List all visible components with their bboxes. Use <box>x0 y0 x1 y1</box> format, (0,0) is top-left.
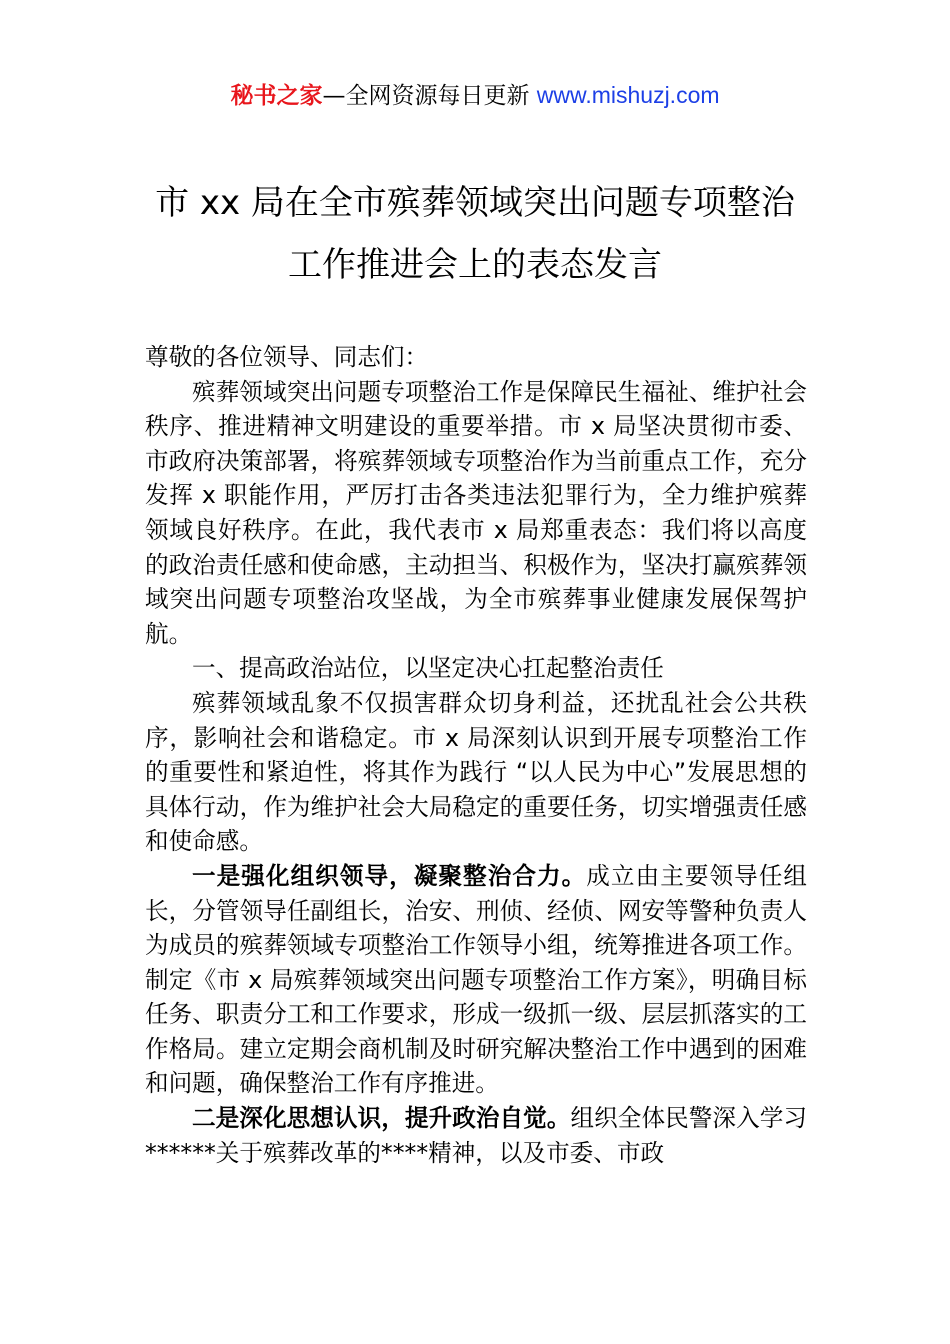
document-title <box>100 172 850 296</box>
section-heading-1: 一、提高政治站位，以坚定决心扛起整治责任 <box>192 654 664 683</box>
site-tagline: —全网资源每日更新 <box>322 83 537 109</box>
paragraph-3 <box>145 859 807 1101</box>
paragraph-3-lead: 一是强化组织领导，凝聚整治合力。 <box>192 861 587 890</box>
title-line-1: 市 xx 局在全市殡葬领域突出问题专项整治 <box>155 183 795 223</box>
paragraph-2: 殡葬领域乱象不仅损害群众切身利益，还扰乱社会公共秩序，影响社会和谐稳定。市 x 局深刻认识到开展专项整治工作的重要性和紧迫性，将其作为践行 “以人民为中心”发展思想的具体行动，作为维护社会大局稳定的重要任务，切实增强责任感和使命感。 <box>145 688 807 856</box>
salutation: 尊敬的各位领导、同志们： <box>145 343 429 371</box>
paragraph-intro: 殡葬领域突出问题专项整治工作是保障民生福祉、维护社会秩序、推进精神文明建设的重要举措。市 x 局坚决贯彻市委、市政府决策部署，将殡葬领域专项整治作为当前重点工作，充分发挥 x 职能作用，严厉打击各类违法犯罪行为，全力维护殡葬领域良好秩序。在此，我代表市 x 局郑重表态：我们将以高度的政治责任感和使命感，主动担当、积极作为，坚决打赢殡葬领域突出问题专项整治攻坚战，为全市殡葬事业健康发展保驾护航。 <box>145 377 807 648</box>
site-header <box>0 78 950 113</box>
site-url-link[interactable]: www.mishuzj.com <box>536 82 720 108</box>
site-brand: 秘书之家 <box>230 83 323 109</box>
paragraph-4-body: 组织全体民警深入学习******关于殡葬改革的****精神，以及市委、市政 <box>145 1104 807 1167</box>
document-body <box>145 340 807 1170</box>
paragraph-4 <box>145 1101 807 1170</box>
paragraph-3-body: 成立由主要领导任组长，分管领导任副组长，治安、刑侦、经侦、网安等警种负责人为成员的殡葬领域专项整治工作领导小组，统筹推进各项工作。制定《市 x 局殡葬领域突出问题专项整治工作方案》，明确目标任务、职责分工和工作要求，形成一级抓一级、层层抓落实的工作格局。建立定期会商机制及时研究解决整治工作中遇到的困难和问题，确保整治工作有序推进。 <box>145 861 808 1098</box>
paragraph-4-lead: 二是深化思想认识，提升政治自觉。 <box>192 1104 571 1133</box>
title-line-2: 工作推进会上的表态发言 <box>288 245 662 285</box>
